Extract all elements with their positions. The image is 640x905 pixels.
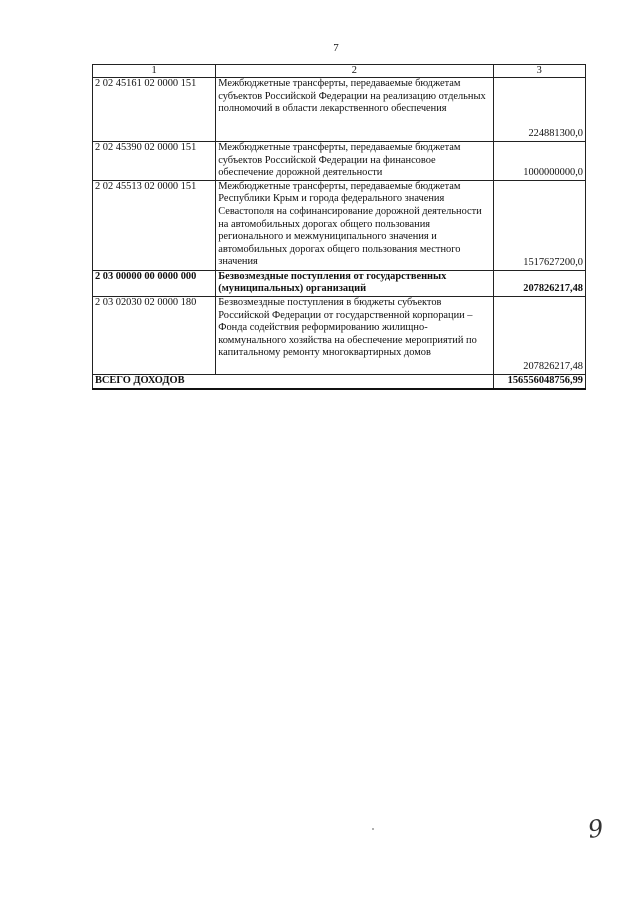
revenue-description: Межбюджетные трансферты, передаваемые бюджетам Республики Крым и города федерального значения Севастополя на софинансирование дорожной деятельности на автомобильных дорогах общего пользования регионального и межмуниципального значения и автомобильных дорогах общего пользования местного значения [216,180,493,270]
column-header-2: 2 [216,65,493,78]
page-number: 7 [333,42,339,54]
handwritten-page-number: 9 [586,814,606,844]
revenue-description: Межбюджетные трансферты, передаваемые бюджетам субъектов Российской Федерации на реализацию отдельных полномочий в области лекарственного обеспечения [216,78,493,142]
revenue-description: Безвозмездные поступления в бюджеты субъектов Российской Федерации от государственной корпорации – Фонда содействия реформированию жилищно-коммунального хозяйства на обеспечение мероприятий по капитальному ремонту многоквартирных домов [216,296,493,374]
revenue-description: Безвозмездные поступления от государственных (муниципальных) организаций [216,270,493,296]
budget-code: 2 02 45513 02 0000 151 [93,180,216,270]
revenue-description: Межбюджетные трансферты, передаваемые бюджетам субъектов Российской Федерации на финансовое обеспечение дорожной деятельности [216,142,493,181]
budget-code: 2 02 45390 02 0000 151 [93,142,216,181]
table-row-section [93,270,586,296]
total-amount: 156556048756,99 [493,374,585,388]
table-row [93,142,586,181]
revenue-table [92,64,586,390]
total-label: ВСЕГО ДОХОДОВ [93,374,494,388]
column-header-3: 3 [493,65,585,78]
column-header-1: 1 [93,65,216,78]
table-header-row [93,65,586,78]
budget-code: 2 02 45161 02 0000 151 [93,78,216,142]
budget-code: 2 03 00000 00 0000 000 [93,270,216,296]
revenue-amount: 1517627200,0 [493,180,585,270]
revenue-amount: 207826217,48 [493,296,585,374]
total-row [93,374,586,388]
budget-code: 2 03 02030 02 0000 180 [93,296,216,374]
table-row [93,180,586,270]
revenue-amount: 1000000000,0 [493,142,585,181]
table-row [93,78,586,142]
table-row [93,296,586,374]
revenue-amount: 224881300,0 [493,78,585,142]
scan-speck [372,828,374,830]
revenue-amount: 207826217,48 [493,270,585,296]
